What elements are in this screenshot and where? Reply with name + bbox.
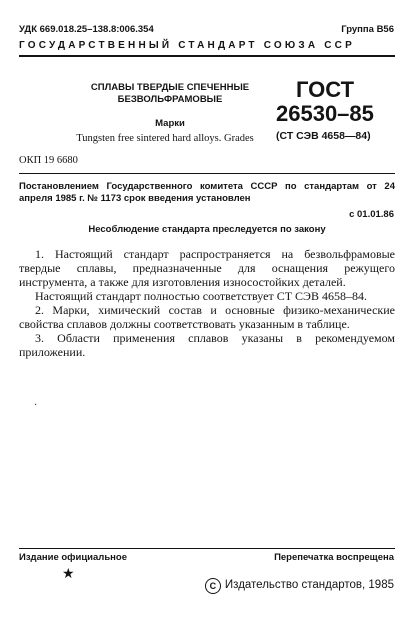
english-title: Tungsten free sintered hard alloys. Grades [76,133,254,144]
paragraph-2: 2. Марки, химический состав и основные физико-механические свойства сплавов должны соответствовать указанным в таблице. [19,303,395,331]
publisher-name: Издательство стандартов, 1985 [224,579,394,591]
standard-body-text [19,247,395,359]
stray-dot: · [34,400,38,411]
state-standard-heading: ГОСУДАРСТВЕННЫЙ СТАНДАРТ СОЮЗА ССР [19,40,355,51]
title-line-1: СПЛАВЫ ТВЕРДЫЕ СПЕЧЕННЫЕ [90,82,250,93]
document-title-block [60,82,280,144]
okp-code: ОКП 19 6680 [19,155,78,166]
official-edition-label: Издание официальное [19,552,127,563]
decree-text: Постановлением Государственного комитета СССР по стандартам от 24 апреля 1985 г. № 1173 срок введения установлен [19,181,395,204]
effective-date: с 01.01.86 [349,209,394,220]
nonconformance-notice: Несоблюдение стандарта преследуется по закону [88,224,326,235]
paragraph-compliance: Настоящий стандарт полностью соответствует СТ СЭВ 4658–84. [35,289,367,303]
gost-number-block [276,78,394,142]
title-line-2: БЕЗВОЛЬФРАМОВЫЕ [117,94,223,105]
paragraph-3: 3. Области применения сплавов указаны в рекомендуемом приложении. [19,331,395,359]
udk-code: УДК 669.018.25–138.8:006.354 [19,24,154,35]
paragraph-1: 1. Настоящий стандарт распространяется на безвольфрамовые твердые сплавы, предназначенные для оснащения режущего инструмента, а также для изготовления износостойких деталей. [19,247,395,289]
group-code: Группа В56 [341,24,394,35]
gost-number: 26530–85 [276,101,374,126]
star-icon: ★ [62,567,75,582]
title-subtitle: Марки [155,118,185,129]
cmea-reference: (СТ СЭВ 4658—84) [276,130,371,142]
copyright-icon: C [205,578,221,594]
reprint-prohibited-label: Перепечатка воспрещена [274,552,394,563]
top-divider [19,55,395,57]
gost-label: ГОСТ [296,77,355,102]
publisher-line [205,578,394,594]
bottom-divider [19,548,395,549]
middle-divider [19,173,395,174]
